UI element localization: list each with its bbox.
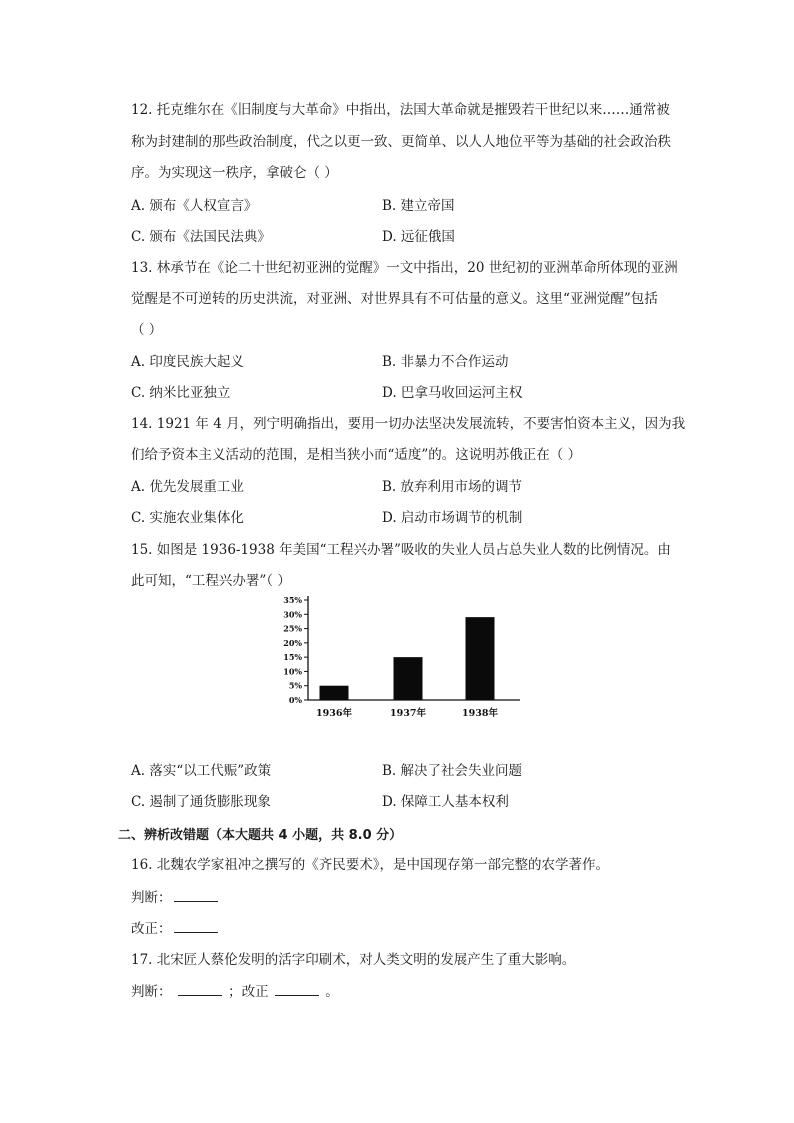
chart-bars [320, 617, 495, 700]
q13-option-b[interactable]: B. 非暴力不合作运动 [382, 354, 509, 370]
q12-stem-line1: 12. 托克维尔在《旧制度与大革命》中指出，法国大革命就是摧毁若干世纪以来……通常被 [131, 102, 670, 118]
chart-x-label: 1937年 [390, 708, 426, 719]
q14-stem-line1: 14. 1921 年 4 月，列宁明确指出，要用一切办法坚决发展流转，不要害怕资本主义，因为我 [131, 416, 686, 432]
q15-option-d[interactable]: D. 保障工人基本权利 [382, 794, 509, 810]
q13-stem-line2: 觉醒是不可逆转的历史洪流，对亚洲、对世界具有不可估量的意义。这里“亚洲觉醒”包括 [131, 291, 658, 307]
chart-y-ticks [283, 595, 308, 705]
q17-stem: 17. 北宋匠人蔡伦发明的活字印刷术，对人类文明的发展产生了重大影响。 [131, 952, 576, 968]
q14-stem-line2: 们给予资本主义活动的范围，是相当狭小而“适度”的。这说明苏俄正在（ ） [131, 447, 582, 463]
q16-stem: 16. 北魏农学家祖冲之撰写的《齐民要术》，是中国现存第一部完整的农学著作。 [131, 857, 610, 873]
q15-option-c[interactable]: C. 遏制了通货膨胀现象 [131, 794, 271, 810]
chart-y-tick-label: 20% [283, 637, 302, 648]
chart-y-tick-label: 15% [283, 652, 302, 663]
q14-option-b[interactable]: B. 放弃利用市场的调节 [382, 479, 523, 495]
q16-correct-row [131, 918, 691, 939]
q15-stem-line2: 此可知，“工程兴办署”（ ） [131, 573, 291, 589]
q14-option-d[interactable]: D. 启动市场调节的机制 [382, 510, 523, 526]
q12-option-b[interactable]: B. 建立帝国 [382, 198, 455, 214]
section-2-heading: 二、辨析改错题（本大题共 4 小题，共 8.0 分） [118, 828, 403, 843]
q14-option-c[interactable]: C. 实施农业集体化 [131, 510, 244, 526]
q15-stem-line1: 15. 如图是 1936-1938 年美国“工程兴办署”吸收的失业人员占总失业人数的比例情况。由 [131, 542, 671, 558]
chart-y-tick-label: 25% [283, 623, 302, 634]
q15-option-a[interactable]: A. 落实“以工代赈”政策 [131, 763, 272, 779]
q16-correct-blank[interactable] [174, 918, 218, 933]
q12-option-a[interactable]: A. 颁布《人权宣言》 [131, 198, 258, 214]
chart-x-label: 1936年 [316, 708, 352, 719]
chart-x-labels [316, 707, 498, 719]
chart-y-tick-label: 5% [288, 680, 302, 691]
chart-bar [394, 657, 423, 700]
q17-correct-label: ；改正 [228, 984, 269, 1000]
q13-stem-line3: （ ） [131, 322, 163, 338]
q13-option-d[interactable]: D. 巴拿马收回运河主权 [382, 385, 523, 401]
q16-judge-row [131, 887, 691, 908]
q16-correct-label: 改正： [131, 921, 172, 937]
q15-bar-chart [270, 592, 530, 724]
q17-judge-label: 判断： [131, 984, 172, 1000]
q12-stem-line3: 序。为实现这一秩序，拿破仑（ ） [131, 165, 338, 181]
chart-bar [466, 617, 495, 700]
q17-judge-blank[interactable] [178, 981, 222, 996]
q15-option-b[interactable]: B. 解决了社会失业问题 [382, 763, 523, 779]
chart-y-tick-label: 10% [283, 666, 302, 677]
q14-option-a[interactable]: A. 优先发展重工业 [131, 479, 244, 495]
q12-option-c[interactable]: C. 颁布《法国民法典》 [131, 229, 271, 245]
chart-bar [320, 686, 349, 700]
q12-option-d[interactable]: D. 远征俄国 [382, 229, 455, 245]
q16-judge-blank[interactable] [174, 887, 218, 902]
q12-stem-line2: 称为封建制的那些政治制度，代之以更一致、更简单、以人人地位平等为基础的社会政治秩 [131, 134, 671, 150]
q17-answer-row [131, 981, 691, 1002]
chart-y-tick-label: 30% [283, 609, 302, 620]
q13-option-a[interactable]: A. 印度民族大起义 [131, 354, 244, 370]
q17-end-mark: 。 [325, 984, 339, 1000]
q17-correct-blank[interactable] [275, 981, 319, 996]
chart-x-label: 1938年 [462, 708, 498, 719]
q13-option-c[interactable]: C. 纳米比亚独立 [131, 385, 231, 401]
q16-judge-label: 判断： [131, 890, 172, 906]
chart-y-tick-label: 0% [288, 695, 302, 705]
q13-stem-line1: 13. 林承节在《论二十世纪初亚洲的觉醒》一文中指出，20 世纪初的亚洲革命所体现的亚洲 [131, 260, 678, 276]
chart-y-tick-label: 35% [283, 595, 302, 605]
